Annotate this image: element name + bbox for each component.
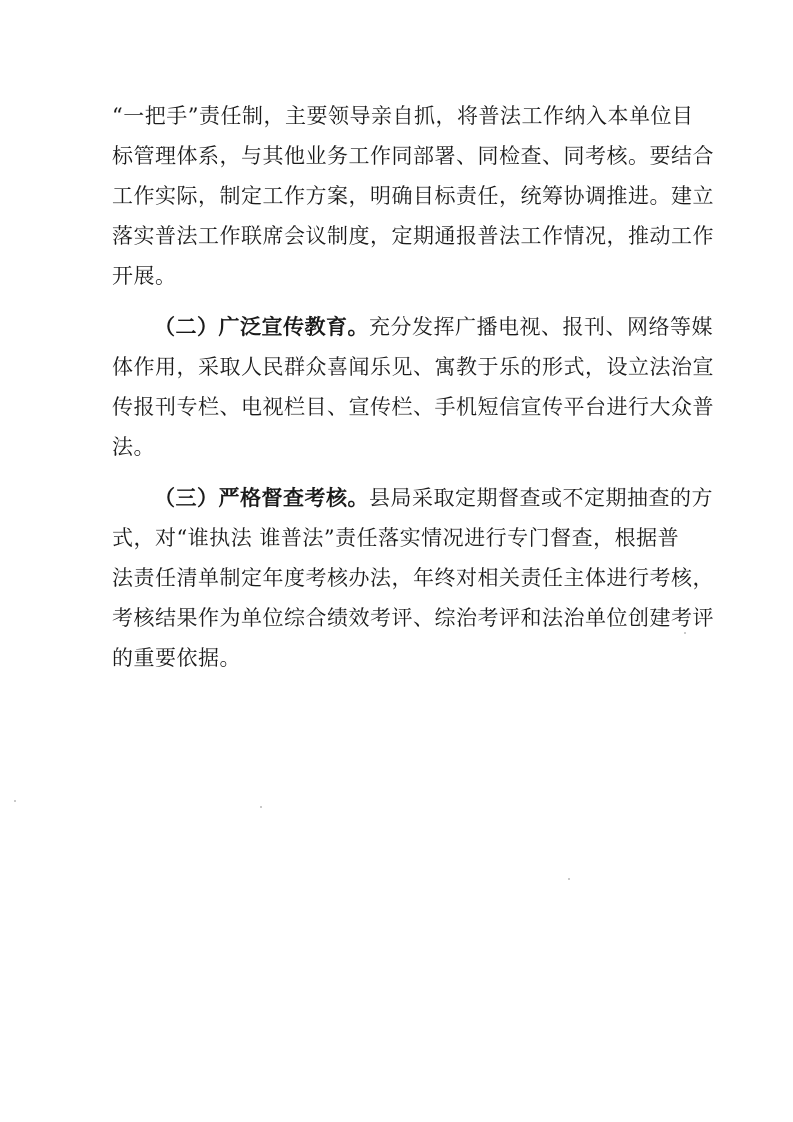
scan-speck [568,878,570,880]
text-line: “一把手”责任制，主要领导亲自抓，将普法工作纳入本单位目 [112,104,694,128]
section-heading-supervision: （三）严格督查考核。 [154,486,369,510]
text-run: 充分发挥广播电视、报刊、网络等媒 [369,315,713,339]
section-heading-publicity: （二）广泛宣传教育。 [154,315,369,339]
text-line: 考核结果作为单位综合绩效考评、综治考评和法治单位创建考评 [112,606,714,630]
paragraph-responsibility-system [112,96,712,296]
text-line: 传报刊专栏、电视栏目、宣传栏、手机短信宣传平台进行大众普 [112,395,714,419]
text-line-first [112,478,712,518]
text-line: 标管理体系，与其他业务工作同部署、同检查、同考核。要结合 [112,144,714,168]
text-run: 县局采取定期督查或不定期抽查的方 [369,486,713,510]
text-line: 式，对“谁执法 谁普法”责任落实情况进行专门督查，根据普 [112,526,680,550]
text-line: 的重要依据。 [112,646,241,670]
scan-speck [260,806,262,808]
text-line: 开展。 [112,264,177,288]
text-line: 法责任清单制定年度考核办法，年终对相关责任主体进行考核， [112,566,714,590]
text-line: 法。 [112,435,155,459]
paragraph-supervision-assessment [112,478,712,678]
text-line: 体作用，采取人民群众喜闻乐见、寓教于乐的形式，设立法治宣 [112,355,714,379]
scan-speck [14,800,16,802]
scan-speck [684,632,686,634]
paragraph-publicity-education [112,307,712,467]
text-line-first [112,307,712,347]
document-body [112,96,712,689]
text-line: 工作实际，制定工作方案，明确目标责任，统筹协调推进。建立 [112,184,714,208]
text-line: 落实普法工作联席会议制度，定期通报普法工作情况，推动工作 [112,224,714,248]
